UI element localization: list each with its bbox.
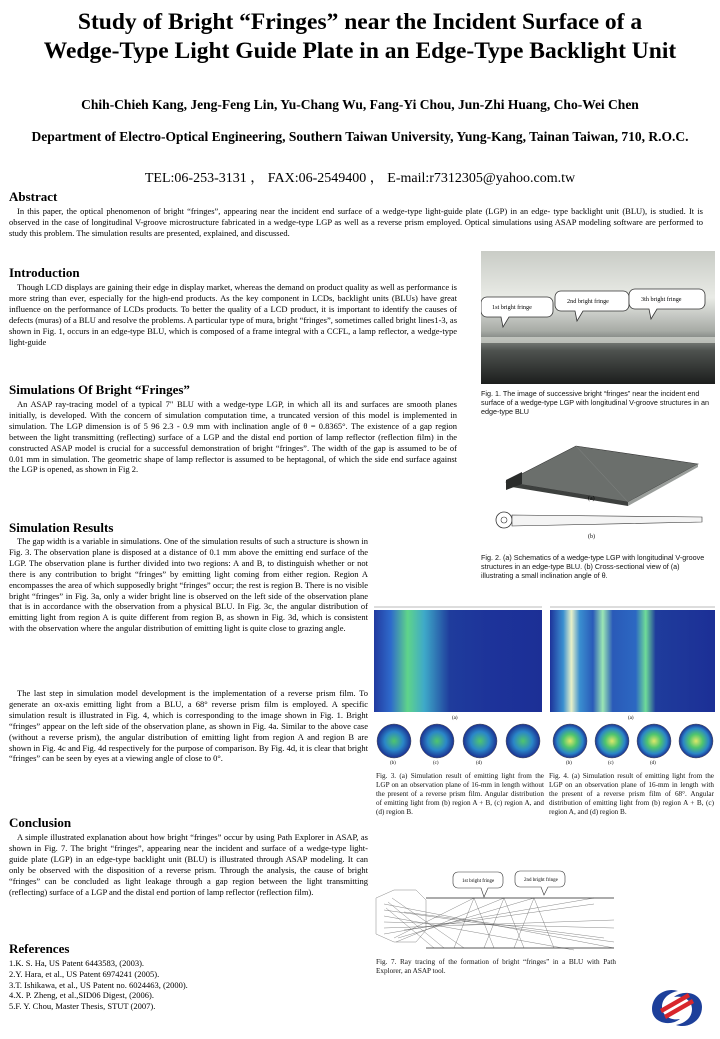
simulations-text: An ASAP ray-tracing model of a typical 7" BLU with a wedge-type LGP, in which all its and surfaces are smooth planes initially, is developed. With the concern of simulation computation time, a truncated version of this model is implemented in simulation. The LGP dimension is of 5 96 2.3 - 0.9 mm with inclination angle of θ = 0.8365°. The existence of a gap region between the light transmitting (reflecting) surface of a LGP and the distal end portion of lamp reflector (reflection film) in the constructed ASAP model is crucial for a successful demonstration of bright “fringes”. The width of the gap is assumed to be of 0.01 mm in simulation. The geometric shape of lamp reflector is assumed to be heptagonal, of which the side end surface against the LGP is opened, as shown in Fig 2. <box>9 399 457 475</box>
reference-item: 4.X. P. Zheng, et al.,SID06 Digest, (2006). <box>9 990 154 1001</box>
results-text-2: The last step in simulation model development is the implementation of a reverse prism film. To generate an ox-axis emitting light from a BLU, a 68° reverse prism film is employed. A specific simulation result is illustrated in Fig. 4, which is corresponding to the image shown in Fig. 1. Bright “fringes” appear on the left side of the observation plane, as shown in Fig. 4a. Similar to the above case (without a reverse prism), the angular distribution of emitting light from region A and region B are shown in Fig. 4c and Fig. 4d respectively for the purpose of comparison. By Fig. 4d, it is clear that bright “fringes” can be seen by eyes at a viewing angle of close to 0°. <box>9 688 368 764</box>
fig1-label-3: 3th bright fringe <box>641 296 682 303</box>
fig3-label-b: (b) <box>390 761 396 766</box>
fig7-label-2: 2nd bright fringe <box>524 878 558 883</box>
fig4-label-b: (b) <box>566 761 572 766</box>
fig3-caption: Fig. 3. (a) Simulation result of emitting light from the LGP on an observation plane of 16-mm in length without the present of a reverse prism film. Angular distribution of emitting light from (b) region A + B, (c) region A, and (d) region B. <box>376 772 544 817</box>
fig3-label-c: (c) <box>433 761 439 766</box>
reference-item: 1.K. S. Ha, US Patent 6443583, (2003). <box>9 958 145 968</box>
reference-item: 2.Y. Hara, et al., US Patent 6974241 (2005). <box>9 968 160 979</box>
fig2-caption: Fig. 2. (a) Schematics of a wedge-type LGP with longitudinal V-groove structures in an edge-type BLU. (b) Cross-sectional view of (a) illustrating a small inclination angle of θ. <box>481 553 705 581</box>
fig2-label-a: (a) <box>588 496 595 502</box>
fig2-image <box>488 436 714 546</box>
simulations-heading: Simulations Of Bright “Fringes” <box>9 382 190 397</box>
reference-item: 3.T. Ishikawa, et al., US Patent no. 6024463, (2000). <box>9 979 188 990</box>
fig7-image <box>374 868 614 951</box>
title-line-1: Study of Bright “Fringes” near the Incident Surface of a <box>77 9 643 35</box>
results-heading: Simulation Results <box>9 520 114 535</box>
results-text-1: The gap width is a variable in simulations. One of the simulation results of such a structure is shown in Fig. 3. The observation plane is disposed at a distance of 0.1 mm above the emitting end surface of the LGP. The observation plane is further divided into two regions: A and B, to distinguish whether or not there is any contribution to bright “fringes” by emitting light coming from either region. Region A encompasses the area of which supposedly bright “fringes” occur; the rest is region B. There is no visible bright “fringes” in Fig. 3a, only a wider bright line is observed on the left side of the observation plane that is in accordance with the observation from a physical BLU. In Fig. 3c, the angular distribution of emitting light from region A is quite different from region B, as shown in Fig. 3d, which is consistent with the observation where the angular distribution of emitting light is quite close to grazing angle. <box>9 536 368 634</box>
abstract-heading: Abstract <box>9 189 58 204</box>
references-heading: References <box>9 941 70 956</box>
authors: Chih-Chieh Kang, Jeng-Feng Lin, Yu-Chang Wu, Fang-Yi Chou, Jun-Zhi Huang, Cho-Wei Chen <box>81 97 639 112</box>
contact-info: TEL:06-253-3131 ， FAX:06-2549400 ， E-mail:r7312305@yahoo.com.tw <box>144 171 576 186</box>
references-list <box>9 958 188 1012</box>
reference-item: 5.F. Y. Chou, Master Thesis, STUT (2007). <box>9 1001 156 1012</box>
fig3-image <box>372 604 545 767</box>
fig7-caption: Fig. 7. Ray tracing of the formation of bright “fringes” in a BLU with Path Explorer, an ASAP tool. <box>376 958 616 976</box>
fig3-label-d: (d) <box>476 761 482 766</box>
conclusion-text: A simple illustrated explanation about how bright “fringes” occur by using Path Explorer in ASAP, as shown in Fig. 7. The bright “fringes”, appearing near the incident and surface of a wedge-type light-guide plate (LGP) in an edge-type backlight unit (BLU) is illustrated through ASAP modeling. It can only be observed with the disposition of a reverse prism. Through the analysis, the cause of bright “fringes” can be concluded as light leakage through a gap region between the light transmitting (reflecting) surface of a LGP and the distal end portion of lamp reflector (reflection film). <box>9 832 368 897</box>
introduction-heading: Introduction <box>9 265 80 280</box>
fig7-label-1: 1st bright fringe <box>462 879 495 884</box>
fig4-image <box>548 604 718 767</box>
poster-title <box>0 8 720 66</box>
abstract-text: In this paper, the optical phenomenon of bright “fringes”, appearing near the incident end surface of a wedge-type light-guide plate (LGP) in an edge- type backlight unit (BLU), is studied. It is observed in the case of longitudinal V-groove microstructure fabricated in a wedge-type LGP as well as a reverse prism employed. Optical simulations using ASAP modeling software are performed to study this problem. The simulation results are presented, explained, and discussed. <box>9 206 703 238</box>
fig4-caption: Fig. 4. (a) Simulation result of emitting light from the LGP on an observation plane of 16-mm in length with the present of a reverse prism film of 68°. Angular distribution of emitting light from (b) region A + B, (c) region A, and (d) region B. <box>549 772 714 817</box>
fig4-label-d: (d) <box>650 761 656 766</box>
fig1-label-1: 1st bright fringe <box>492 304 532 311</box>
fig4-label-c: (c) <box>608 761 614 766</box>
conclusion-heading: Conclusion <box>9 815 72 830</box>
fig4-label-a: (a) <box>628 716 634 721</box>
fig1-caption: Fig. 1. The image of successive bright “fringes” near the incident end surface of a wedge-type LGP with longitudinal V-groove structures in an edge-type BLU <box>481 389 709 417</box>
fig1-label-2: 2nd bright fringe <box>567 298 609 305</box>
fig2-label-b: (b) <box>588 534 595 540</box>
fig3-label-a: (a) <box>452 716 458 721</box>
university-logo <box>648 985 706 1031</box>
fig1-image <box>481 251 715 384</box>
affiliation: Department of Electro-Optical Engineering, Southern Taiwan University, Yung-Kang, Tainan Taiwan, 710, R.O.C. <box>31 129 689 144</box>
introduction-text: Though LCD displays are gaining their edge in display market, whereas the demand on product quality as well as performance is more string than ever, especially for the high-end products. As the key component in LCDs, backlight units (BLUs) have great influence on the performance of LCDs products. To better the quality of a LCD product, it is important to identify the causes of defects (muras) of a BLU and resolve the problems. A particular type of mura, bright “fringes”, sometimes called bright lines1-3, as shown in Fig. 1, occurs in an edge-type BLU, which is composed of a frame integral with a CCFL, a lamp reflector, a wedge-type light-guide <box>9 282 458 347</box>
title-line-2: Wedge-Type Light Guide Plate in an Edge-Type Backlight Unit <box>43 38 677 64</box>
